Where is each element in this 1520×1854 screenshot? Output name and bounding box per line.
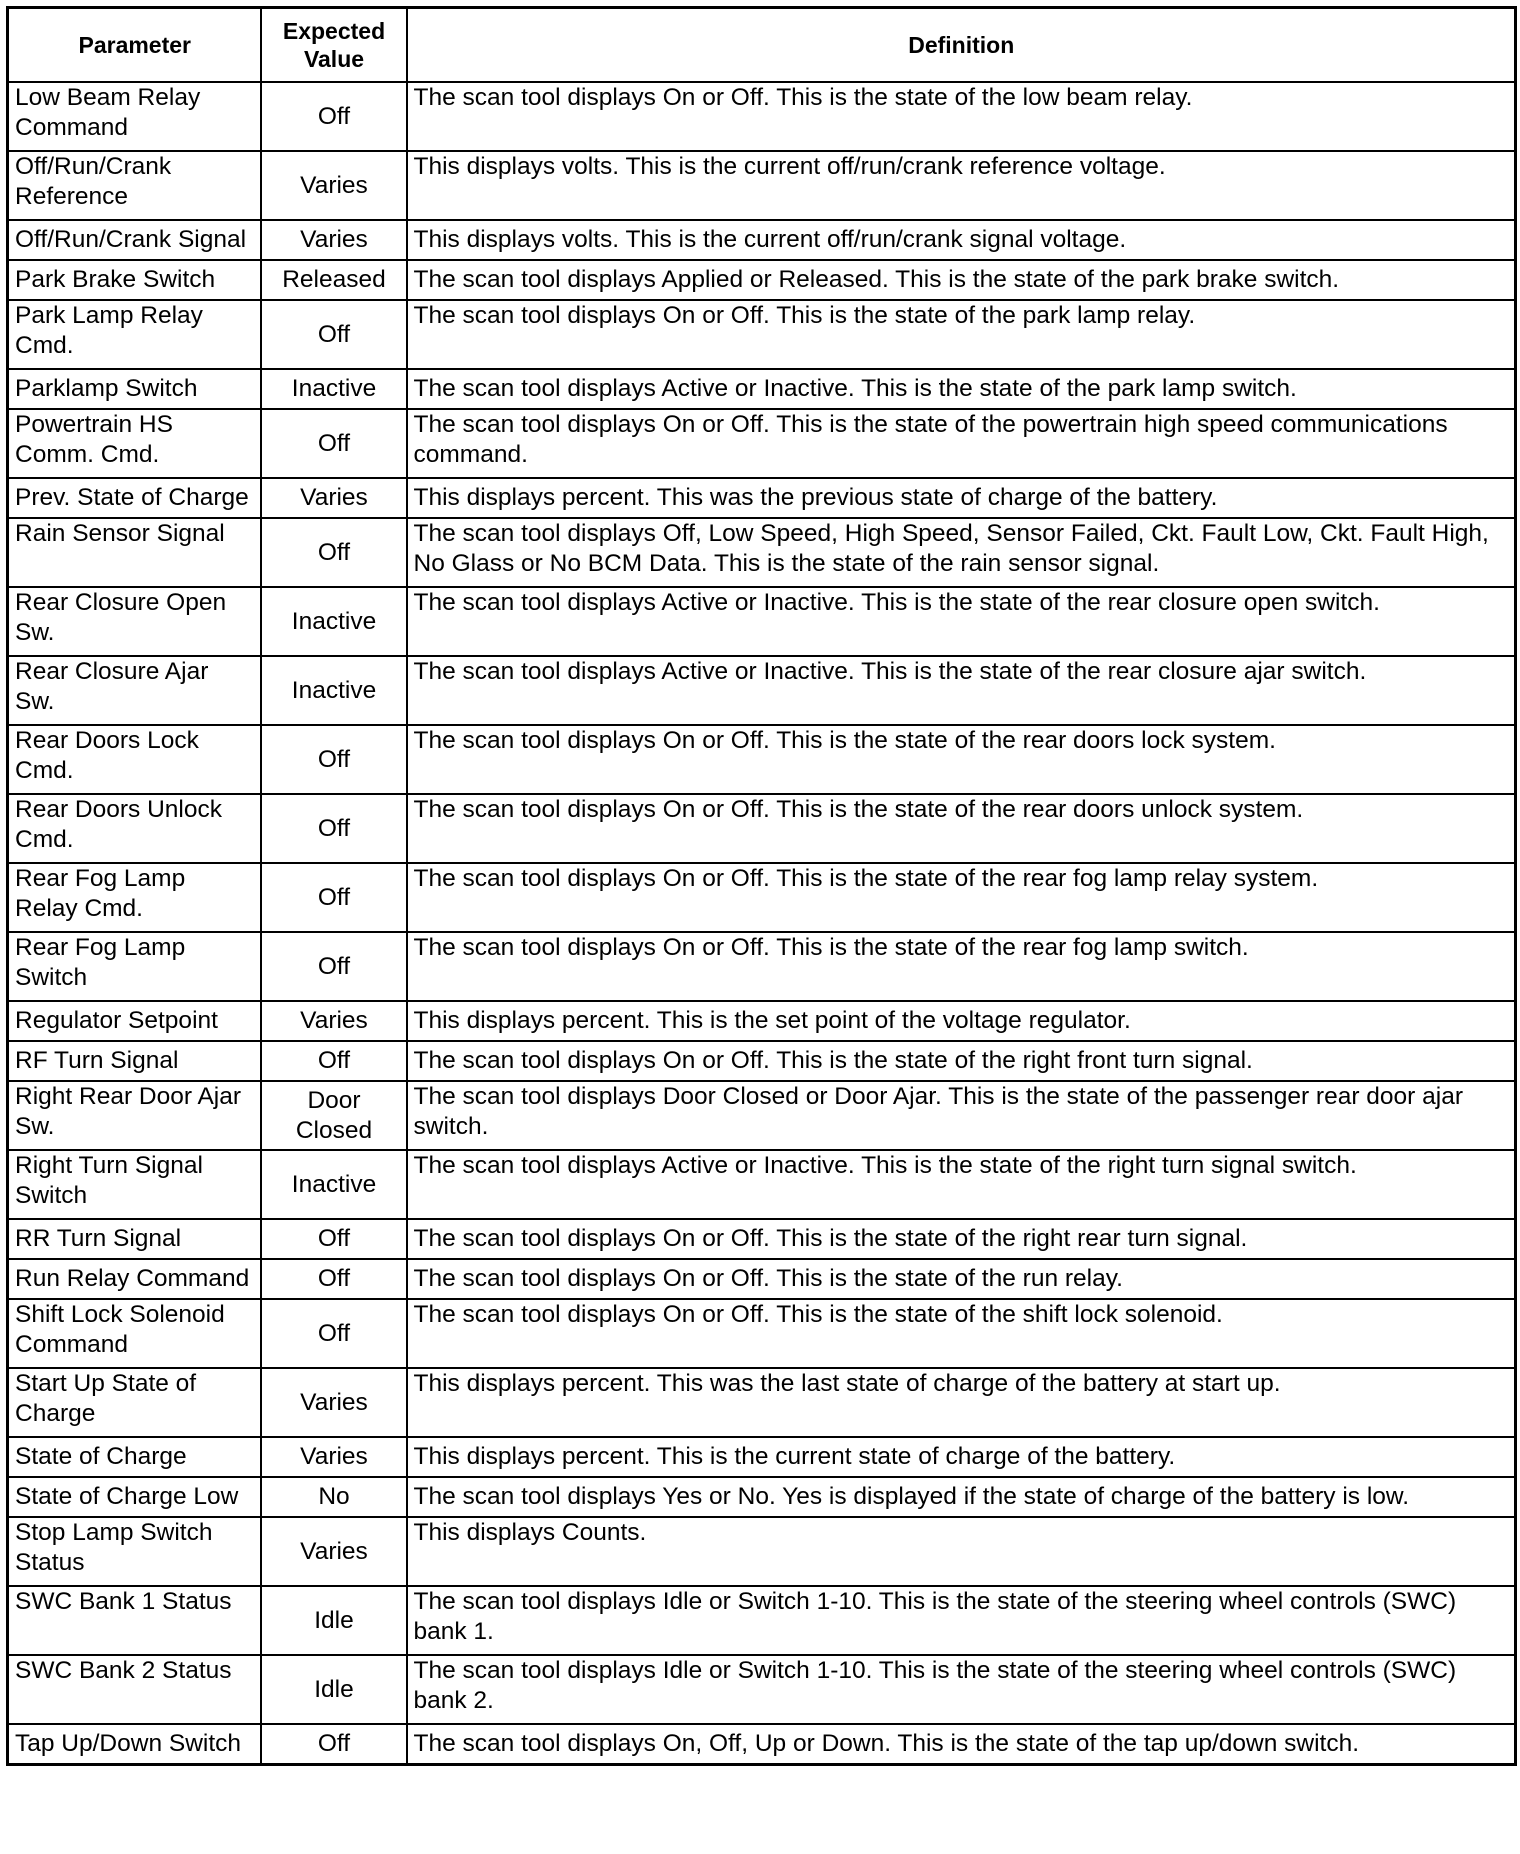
definition-cell: The scan tool displays On, Off, Up or Down. This is the state of the tap up/down switch. xyxy=(407,1724,1516,1765)
expected-value-cell: Off xyxy=(261,725,407,794)
definition-cell: The scan tool displays On or Off. This is the state of the rear fog lamp switch. xyxy=(407,932,1516,1001)
table-row xyxy=(8,409,1516,478)
expected-value-cell: Off xyxy=(261,518,407,587)
parameter-cell: Park Lamp Relay Cmd. xyxy=(8,300,261,369)
expected-value-cell: Inactive xyxy=(261,369,407,409)
parameter-cell: State of Charge xyxy=(8,1437,261,1477)
expected-value-cell: Idle xyxy=(261,1655,407,1724)
table-row xyxy=(8,1041,1516,1081)
expected-value-cell: Off xyxy=(261,1259,407,1299)
expected-value-cell: Released xyxy=(261,260,407,300)
definition-cell: This displays percent. This was the last state of charge of the battery at start up. xyxy=(407,1368,1516,1437)
parameter-cell: Rear Closure Ajar Sw. xyxy=(8,656,261,725)
definition-cell: This displays volts. This is the current off/run/crank signal voltage. xyxy=(407,220,1516,260)
parameter-cell: Parklamp Switch xyxy=(8,369,261,409)
expected-value-cell: Off xyxy=(261,794,407,863)
table-row xyxy=(8,932,1516,1001)
header-expected-value: Expected Value xyxy=(261,8,407,83)
expected-value-cell: Varies xyxy=(261,1368,407,1437)
table-row xyxy=(8,1368,1516,1437)
expected-value-cell: Off xyxy=(261,1041,407,1081)
parameter-cell: Stop Lamp Switch Status xyxy=(8,1517,261,1586)
expected-value-cell: Off xyxy=(261,1299,407,1368)
definition-cell: The scan tool displays On or Off. This is the state of the shift lock solenoid. xyxy=(407,1299,1516,1368)
parameter-cell: Run Relay Command xyxy=(8,1259,261,1299)
expected-value-cell: Off xyxy=(261,300,407,369)
expected-value-cell: Idle xyxy=(261,1586,407,1655)
definition-cell: The scan tool displays On or Off. This is the state of the rear doors unlock system. xyxy=(407,794,1516,863)
expected-value-cell: Door Closed xyxy=(261,1081,407,1150)
expected-value-cell: Inactive xyxy=(261,587,407,656)
table-row xyxy=(8,1586,1516,1655)
parameter-cell: Prev. State of Charge xyxy=(8,478,261,518)
parameter-cell: RF Turn Signal xyxy=(8,1041,261,1081)
parameter-cell: Rear Doors Unlock Cmd. xyxy=(8,794,261,863)
definition-cell: The scan tool displays Idle or Switch 1-10. This is the state of the steering wheel controls (SWC) bank 2. xyxy=(407,1655,1516,1724)
definition-cell: The scan tool displays Active or Inactive. This is the state of the rear closure open switch. xyxy=(407,587,1516,656)
table-row xyxy=(8,1001,1516,1041)
definition-cell: The scan tool displays Yes or No. Yes is displayed if the state of charge of the battery is low. xyxy=(407,1477,1516,1517)
parameter-cell: Powertrain HS Comm. Cmd. xyxy=(8,409,261,478)
table-row xyxy=(8,1150,1516,1219)
definition-cell: This displays percent. This is the current state of charge of the battery. xyxy=(407,1437,1516,1477)
definition-cell: The scan tool displays On or Off. This is the state of the run relay. xyxy=(407,1259,1516,1299)
expected-value-cell: Inactive xyxy=(261,1150,407,1219)
parameter-cell: Rain Sensor Signal xyxy=(8,518,261,587)
header-definition: Definition xyxy=(407,8,1516,83)
parameter-table-page xyxy=(6,6,1514,1766)
definition-cell: The scan tool displays On or Off. This is the state of the low beam relay. xyxy=(407,82,1516,151)
table-row xyxy=(8,220,1516,260)
expected-value-cell: Varies xyxy=(261,1001,407,1041)
definition-cell: The scan tool displays On or Off. This is the state of the park lamp relay. xyxy=(407,300,1516,369)
parameter-cell: Rear Closure Open Sw. xyxy=(8,587,261,656)
table-row xyxy=(8,1437,1516,1477)
table-row xyxy=(8,1724,1516,1765)
definition-cell: This displays percent. This was the previous state of charge of the battery. xyxy=(407,478,1516,518)
expected-value-cell: Varies xyxy=(261,1517,407,1586)
table-row xyxy=(8,369,1516,409)
definition-cell: The scan tool displays On or Off. This is the state of the rear doors lock system. xyxy=(407,725,1516,794)
parameter-cell: SWC Bank 2 Status xyxy=(8,1655,261,1724)
parameter-cell: Rear Doors Lock Cmd. xyxy=(8,725,261,794)
table-row xyxy=(8,656,1516,725)
parameter-cell: Low Beam Relay Command xyxy=(8,82,261,151)
definition-cell: The scan tool displays Idle or Switch 1-10. This is the state of the steering wheel controls (SWC) bank 1. xyxy=(407,1586,1516,1655)
table-row xyxy=(8,1081,1516,1150)
table-row xyxy=(8,151,1516,220)
header-parameter: Parameter xyxy=(8,8,261,83)
expected-value-cell: Varies xyxy=(261,151,407,220)
expected-value-cell: Off xyxy=(261,409,407,478)
parameter-cell: Tap Up/Down Switch xyxy=(8,1724,261,1765)
expected-value-cell: Varies xyxy=(261,478,407,518)
table-row xyxy=(8,587,1516,656)
parameter-table xyxy=(6,6,1517,1766)
definition-cell: The scan tool displays Active or Inactive. This is the state of the park lamp switch. xyxy=(407,369,1516,409)
expected-value-cell: Varies xyxy=(261,220,407,260)
table-row xyxy=(8,1299,1516,1368)
definition-cell: This displays percent. This is the set point of the voltage regulator. xyxy=(407,1001,1516,1041)
parameter-cell: SWC Bank 1 Status xyxy=(8,1586,261,1655)
expected-value-cell: Varies xyxy=(261,1437,407,1477)
table-row xyxy=(8,1517,1516,1586)
table-row xyxy=(8,1655,1516,1724)
definition-cell: This displays Counts. xyxy=(407,1517,1516,1586)
table-row xyxy=(8,1259,1516,1299)
table-row xyxy=(8,794,1516,863)
parameter-cell: State of Charge Low xyxy=(8,1477,261,1517)
definition-cell: The scan tool displays On or Off. This is the state of the right front turn signal. xyxy=(407,1041,1516,1081)
table-row xyxy=(8,82,1516,151)
expected-value-cell: Off xyxy=(261,1724,407,1765)
header-row xyxy=(8,8,1516,83)
expected-value-cell: No xyxy=(261,1477,407,1517)
expected-value-cell: Off xyxy=(261,82,407,151)
parameter-cell: Start Up State of Charge xyxy=(8,1368,261,1437)
expected-value-cell: Inactive xyxy=(261,656,407,725)
parameter-cell: RR Turn Signal xyxy=(8,1219,261,1259)
definition-cell: The scan tool displays Off, Low Speed, High Speed, Sensor Failed, Ckt. Fault Low, Ckt. Fault High, No Glass or No BCM Data. This is the state of the rain sensor signal. xyxy=(407,518,1516,587)
parameter-cell: Right Rear Door Ajar Sw. xyxy=(8,1081,261,1150)
definition-cell: This displays volts. This is the current off/run/crank reference voltage. xyxy=(407,151,1516,220)
definition-cell: The scan tool displays Active or Inactive. This is the state of the right turn signal switch. xyxy=(407,1150,1516,1219)
parameter-cell: Right Turn Signal Switch xyxy=(8,1150,261,1219)
table-row xyxy=(8,863,1516,932)
table-row xyxy=(8,1219,1516,1259)
definition-cell: The scan tool displays On or Off. This is the state of the powertrain high speed communications command. xyxy=(407,409,1516,478)
parameter-cell: Off/Run/Crank Signal xyxy=(8,220,261,260)
table-row xyxy=(8,725,1516,794)
parameter-cell: Rear Fog Lamp Switch xyxy=(8,932,261,1001)
definition-cell: The scan tool displays On or Off. This is the state of the right rear turn signal. xyxy=(407,1219,1516,1259)
expected-value-cell: Off xyxy=(261,932,407,1001)
expected-value-cell: Off xyxy=(261,1219,407,1259)
table-row xyxy=(8,260,1516,300)
table-row xyxy=(8,300,1516,369)
parameter-cell: Off/Run/Crank Reference xyxy=(8,151,261,220)
expected-value-cell: Off xyxy=(261,863,407,932)
parameter-cell: Park Brake Switch xyxy=(8,260,261,300)
table-row xyxy=(8,518,1516,587)
definition-cell: The scan tool displays On or Off. This is the state of the rear fog lamp relay system. xyxy=(407,863,1516,932)
definition-cell: The scan tool displays Applied or Released. This is the state of the park brake switch. xyxy=(407,260,1516,300)
parameter-cell: Rear Fog Lamp Relay Cmd. xyxy=(8,863,261,932)
definition-cell: The scan tool displays Active or Inactive. This is the state of the rear closure ajar switch. xyxy=(407,656,1516,725)
parameter-cell: Regulator Setpoint xyxy=(8,1001,261,1041)
table-row xyxy=(8,1477,1516,1517)
table-row xyxy=(8,478,1516,518)
parameter-cell: Shift Lock Solenoid Command xyxy=(8,1299,261,1368)
definition-cell: The scan tool displays Door Closed or Door Ajar. This is the state of the passenger rear door ajar switch. xyxy=(407,1081,1516,1150)
